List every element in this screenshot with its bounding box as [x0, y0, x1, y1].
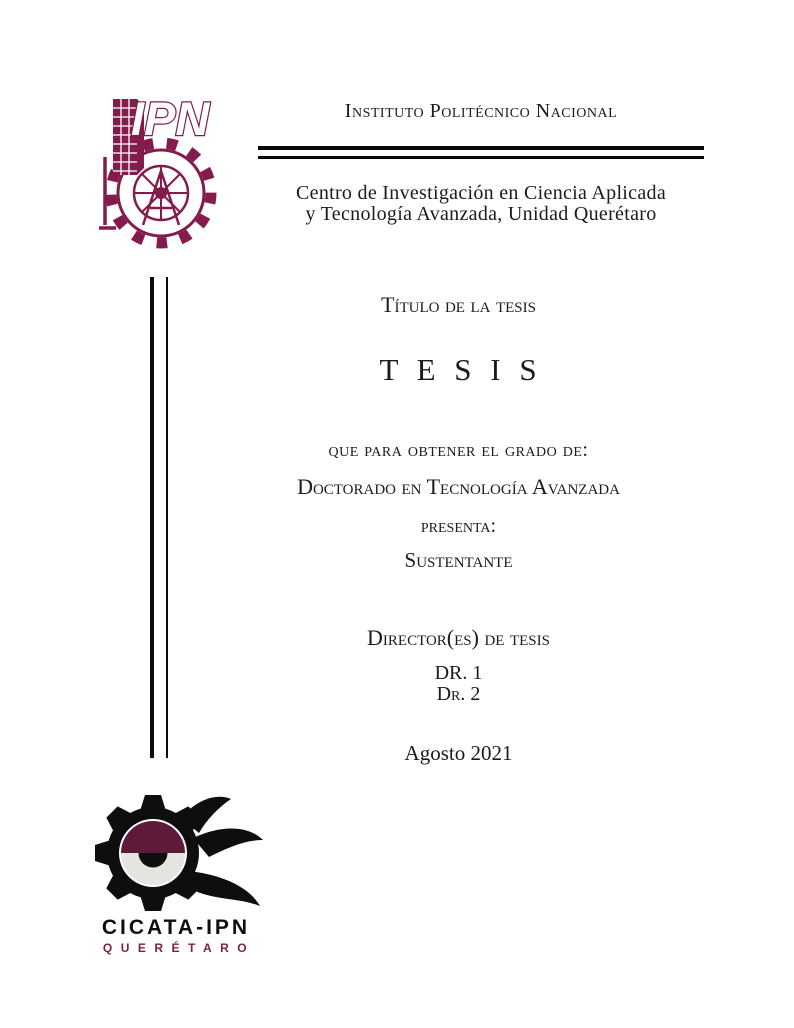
- cicata-logo: [83, 793, 269, 955]
- research-center-name: [248, 183, 714, 225]
- left-rule-thin: [166, 277, 168, 758]
- cicata-emblem-icon: [83, 793, 269, 915]
- cicata-label: CICATA-IPN: [101, 916, 251, 939]
- directors-heading: Director(es) de tesis: [367, 625, 550, 650]
- candidate-name: Sustentante: [404, 548, 513, 572]
- degree-intro: que para obtener el grado de:: [328, 439, 589, 461]
- research-center-line2: y Tecnología Avanzada, Unidad Querétaro: [305, 203, 657, 225]
- research-center-line1: Centro de Investigación en Ciencia Aplicada: [296, 182, 666, 204]
- header-rule-thick: [258, 146, 704, 150]
- degree-name: Doctorado en Tecnología Avanzada: [297, 474, 620, 499]
- directors-list: [206, 663, 711, 705]
- ipn-emblem-icon: [95, 85, 230, 255]
- cicata-sublabel: QUERÉTARO: [102, 941, 256, 955]
- institute-name: Instituto Politécnico Nacional: [344, 100, 618, 122]
- director-2: Dr. 2: [436, 683, 481, 705]
- thesis-word: T E S I S: [379, 352, 538, 387]
- thesis-title-label: Título de la tesis: [381, 292, 536, 317]
- director-1: DR. 1: [434, 662, 483, 684]
- left-rule-thick: [150, 277, 154, 758]
- date: Agosto 2021: [404, 741, 513, 765]
- ipn-letters: IPN: [131, 92, 210, 145]
- presents-label: presenta:: [420, 515, 497, 537]
- header-rule-thin: [258, 156, 704, 159]
- ipn-logo: [95, 85, 230, 255]
